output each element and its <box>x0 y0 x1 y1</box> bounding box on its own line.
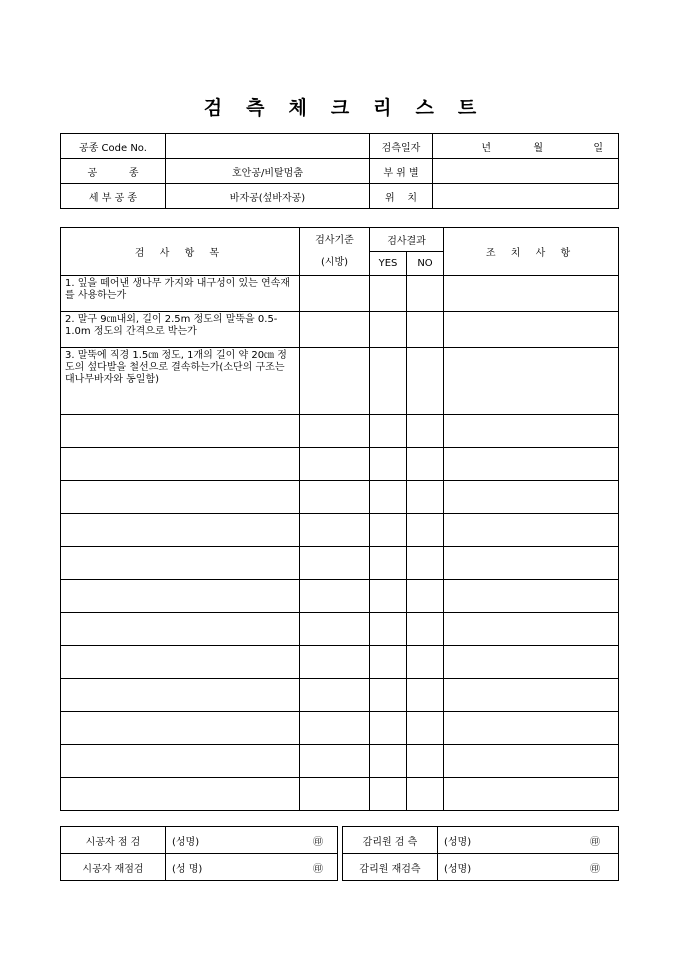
name-label: (성 명) <box>172 863 203 875</box>
table-row <box>61 745 619 778</box>
standard-cell[interactable] <box>300 514 370 547</box>
standard-cell[interactable] <box>300 312 370 348</box>
info-row-detail-work <box>61 184 619 209</box>
no-cell[interactable] <box>407 514 444 547</box>
table-row <box>61 348 619 415</box>
table-row <box>61 415 619 448</box>
code-label: 공종 Code No. <box>61 134 166 159</box>
no-cell[interactable] <box>407 745 444 778</box>
detail-work-label: 세 부 공 종 <box>61 184 166 209</box>
action-cell[interactable] <box>444 580 619 613</box>
table-row <box>61 646 619 679</box>
info-table <box>60 133 619 209</box>
action-cell[interactable] <box>444 547 619 580</box>
check-item-text: 1. 잎을 떼어낸 생나무 가지와 내구성이 있는 연속재를 사용하는가 <box>61 276 300 312</box>
standard-cell[interactable] <box>300 276 370 312</box>
date-day: 일 <box>593 142 603 154</box>
supervisor-check-label: 감리원 검 측 <box>343 827 438 854</box>
work-type-value[interactable]: 호안공/비탈멈춤 <box>166 159 370 184</box>
detail-work-value[interactable]: 바자공(섶바자공) <box>166 184 370 209</box>
standard-cell[interactable] <box>300 745 370 778</box>
table-row <box>61 514 619 547</box>
action-cell[interactable] <box>444 448 619 481</box>
yes-cell[interactable] <box>370 778 407 811</box>
action-cell[interactable] <box>444 679 619 712</box>
title-char: 측 <box>246 97 265 119</box>
no-cell[interactable] <box>407 679 444 712</box>
date-year: 년 <box>481 142 491 154</box>
yes-cell[interactable] <box>370 276 407 312</box>
yes-cell[interactable] <box>370 547 407 580</box>
header-result: 검사결과 <box>370 228 444 252</box>
check-item-text[interactable] <box>61 580 300 613</box>
action-cell[interactable] <box>444 276 619 312</box>
yes-cell[interactable] <box>370 679 407 712</box>
check-item-text[interactable] <box>61 679 300 712</box>
location-label: 위 치 <box>370 184 433 209</box>
table-row <box>61 679 619 712</box>
inspection-date-field[interactable] <box>433 134 619 159</box>
seal-icon: ㊞ <box>590 863 600 875</box>
table-row <box>61 778 619 811</box>
signature-row-1 <box>61 827 619 854</box>
check-item-text[interactable] <box>61 745 300 778</box>
check-item-text[interactable] <box>61 547 300 580</box>
table-row <box>61 613 619 646</box>
yes-cell[interactable] <box>370 514 407 547</box>
no-cell[interactable] <box>407 312 444 348</box>
standard-cell[interactable] <box>300 778 370 811</box>
table-row <box>61 712 619 745</box>
yes-cell[interactable] <box>370 481 407 514</box>
section-label: 부 위 별 <box>370 159 433 184</box>
action-cell[interactable] <box>444 348 619 415</box>
supervisor-recheck-name[interactable] <box>438 854 619 881</box>
date-month: 월 <box>533 142 543 154</box>
contractor-recheck-label: 시공자 재점검 <box>61 854 166 881</box>
section-value[interactable] <box>433 159 619 184</box>
action-cell[interactable] <box>444 481 619 514</box>
title-char: 크 <box>330 97 350 119</box>
action-cell[interactable] <box>444 312 619 348</box>
yes-cell[interactable] <box>370 613 407 646</box>
no-cell[interactable] <box>407 778 444 811</box>
no-cell[interactable] <box>407 613 444 646</box>
title-char: 체 <box>288 97 307 119</box>
yes-cell[interactable] <box>370 580 407 613</box>
yes-cell[interactable] <box>370 415 407 448</box>
table-row <box>61 312 619 348</box>
check-item-text[interactable] <box>61 712 300 745</box>
supervisor-check-name[interactable] <box>438 827 619 854</box>
header-action: 조 치 사 항 <box>444 228 619 276</box>
table-row <box>61 448 619 481</box>
check-item-text[interactable] <box>61 514 300 547</box>
no-cell[interactable] <box>407 481 444 514</box>
check-item-text[interactable] <box>61 778 300 811</box>
header-item: 검 사 항 목 <box>61 228 300 276</box>
action-cell[interactable] <box>444 712 619 745</box>
no-cell[interactable] <box>407 348 444 415</box>
title-char: 검 <box>203 97 223 119</box>
name-label: (성명) <box>444 836 472 848</box>
no-cell[interactable] <box>407 646 444 679</box>
checklist-table <box>60 227 619 811</box>
header-yes: YES <box>370 252 407 276</box>
location-value[interactable] <box>433 184 619 209</box>
check-item-text[interactable] <box>61 481 300 514</box>
title-char: 리 <box>373 97 392 119</box>
info-row-work-type <box>61 159 619 184</box>
name-label: (성명) <box>444 863 472 875</box>
header-standard-line2: (시방) <box>320 256 349 268</box>
blank-rows <box>61 415 619 811</box>
standard-cell[interactable] <box>300 448 370 481</box>
seal-icon: ㊞ <box>313 863 323 875</box>
action-cell[interactable] <box>444 646 619 679</box>
standard-cell[interactable] <box>300 580 370 613</box>
table-row <box>61 547 619 580</box>
action-cell[interactable] <box>444 514 619 547</box>
document-title <box>0 93 680 120</box>
header-row <box>61 228 619 252</box>
name-label: (성명) <box>172 836 200 848</box>
table-row <box>61 481 619 514</box>
action-cell[interactable] <box>444 613 619 646</box>
header-standard <box>300 228 370 276</box>
standard-cell[interactable] <box>300 348 370 415</box>
standard-cell[interactable] <box>300 415 370 448</box>
yes-cell[interactable] <box>370 745 407 778</box>
inspection-date-label: 검측일자 <box>370 134 433 159</box>
title-char: 스 <box>415 97 434 119</box>
check-item-text[interactable] <box>61 415 300 448</box>
action-cell[interactable] <box>444 415 619 448</box>
code-value[interactable] <box>166 134 370 159</box>
yes-cell[interactable] <box>370 646 407 679</box>
check-item-text[interactable] <box>61 646 300 679</box>
no-cell[interactable] <box>407 547 444 580</box>
table-row <box>61 276 619 312</box>
check-item-text: 2. 말구 9㎝내외, 길이 2.5m 정도의 말뚝을 0.5-1.0m 정도의 간격으로 박는가 <box>61 312 300 348</box>
yes-cell[interactable] <box>370 448 407 481</box>
title-char: 트 <box>457 97 477 119</box>
check-item-text[interactable] <box>61 448 300 481</box>
standard-cell[interactable] <box>300 613 370 646</box>
no-cell[interactable] <box>407 712 444 745</box>
table-row <box>61 580 619 613</box>
contractor-recheck-name[interactable] <box>166 854 338 881</box>
no-cell[interactable] <box>407 448 444 481</box>
check-item-text: 3. 말뚝에 직경 1.5㎝ 정도, 1개의 길이 약 20㎝ 정도의 섶다발을 철선으로 결속하는가(소단의 구조는 대나무바자와 동일함) <box>61 348 300 415</box>
standard-cell[interactable] <box>300 547 370 580</box>
signature-row-2 <box>61 854 619 881</box>
info-row-code <box>61 134 619 159</box>
no-cell[interactable] <box>407 276 444 312</box>
action-cell[interactable] <box>444 745 619 778</box>
seal-icon: ㊞ <box>313 836 323 848</box>
standard-cell[interactable] <box>300 679 370 712</box>
header-standard-line1: 검사기준 <box>315 234 354 246</box>
action-cell[interactable] <box>444 778 619 811</box>
seal-icon: ㊞ <box>590 836 600 848</box>
supervisor-recheck-label: 감리원 재검측 <box>343 854 438 881</box>
standard-cell[interactable] <box>300 481 370 514</box>
no-cell[interactable] <box>407 580 444 613</box>
contractor-check-name[interactable] <box>166 827 338 854</box>
standard-cell[interactable] <box>300 712 370 745</box>
standard-cell[interactable] <box>300 646 370 679</box>
yes-cell[interactable] <box>370 712 407 745</box>
no-cell[interactable] <box>407 415 444 448</box>
yes-cell[interactable] <box>370 312 407 348</box>
check-item-text[interactable] <box>61 613 300 646</box>
header-no: NO <box>407 252 444 276</box>
yes-cell[interactable] <box>370 348 407 415</box>
work-type-label: 공 종 <box>61 159 166 184</box>
signature-table <box>60 826 619 881</box>
contractor-check-label: 시공자 점 검 <box>61 827 166 854</box>
